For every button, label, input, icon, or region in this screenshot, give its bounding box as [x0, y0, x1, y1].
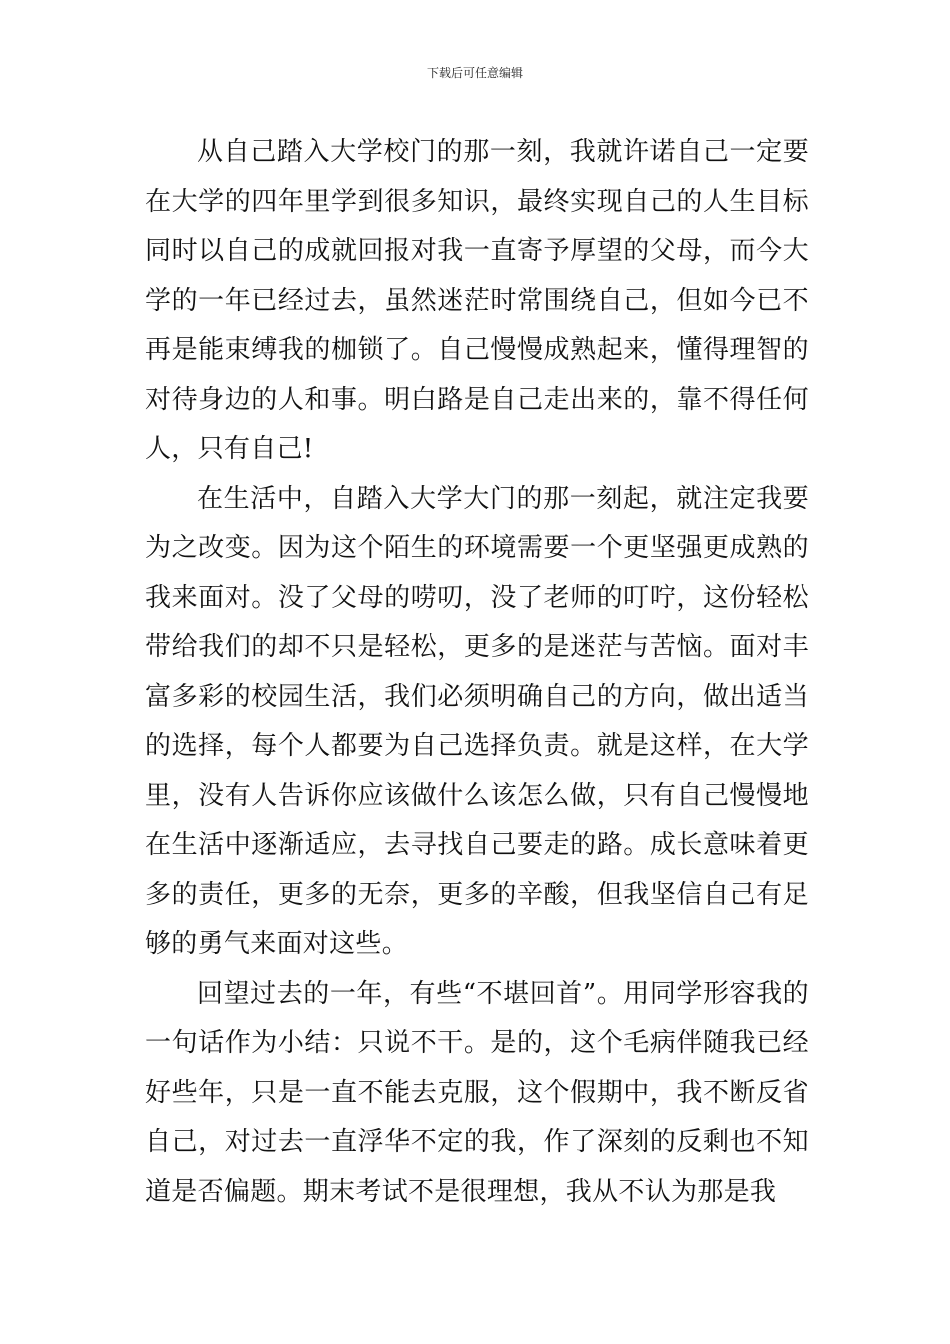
paragraph-1: 从自己踏入大学校门的那一刻，我就许诺自己一定要在大学的四年里学到很多知识，最终实现自己的人生目标同时以自己的成就回报对我一直寄予厚望的父母，而今大学的一年已经过去，虽然迷茫时常围绕自己，但如今已不再是能束缚我的枷锁了。自己慢慢成熟起来，懂得理智的对待身边的人和事。明白路是自己走出来的，靠不得任何人，只有自己! — [145, 137, 809, 464]
document-body — [145, 128, 809, 1217]
page-header: 下载后可任意编辑 — [426, 66, 523, 80]
paragraph-2: 在生活中，自踏入大学大门的那一刻起，就注定我要为之改变。因为这个陌生的环境需要一个更坚强更成熟的我来面对。没了父母的唠叨，没了老师的叮咛，这份轻松带给我们的却不只是轻松，更多的是迷茫与苦恼。面对丰富多彩的校园生活，我们必须明确自己的方向，做出适当的选择，每个人都要为自己选择负责。就是这样，在大学里，没有人告诉你应该做什么该怎么做，只有自己慢慢地在生活中逐渐适应，去寻找自己要走的路。成长意味着更多的责任，更多的无奈，更多的辛酸，但我坚信自己有足够的勇气来面对这些。 — [145, 483, 809, 959]
paragraph-3: 回望过去的一年，有些“不堪回首”。用同学形容我的一句话作为小结：只说不干。是的，这个毛病伴随我已经好些年，只是一直不能去克服，这个假期中，我不断反省自己，对过去一直浮华不定的我，作了深刻的反剩也不知道是否偏题。期末考试不是很理想，我从不认为那是我 — [145, 978, 809, 1207]
